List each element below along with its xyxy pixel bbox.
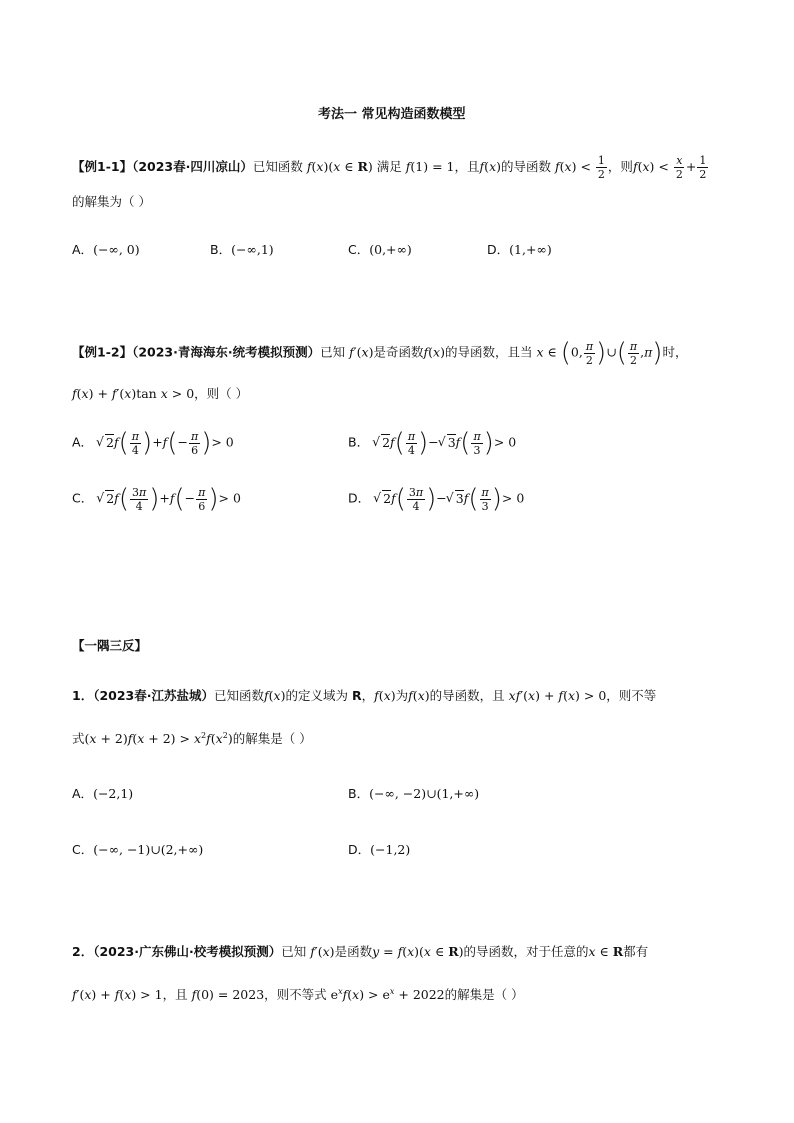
page-title: 考法一 常见构造函数模型: [318, 107, 466, 122]
option-d[interactable]: D．(1,+∞): [487, 242, 552, 257]
option-label: B．: [348, 786, 370, 801]
stem-text: 已知: [320, 344, 346, 360]
example-1-1-stem: 【例1-1】（2023春·四川凉山）已知函数 f(x)(x ∈ R) 满足 f(1) = 1，且f(x)的导函数 f(x) < $\frac{1}{2}$ ，则f(x) < $\frac{x}{2}$ + $\frac{1}{2}$: [72, 154, 707, 181]
question-source: （2023春·江苏盐城）: [93, 688, 214, 703]
question-1-stem: 1．（2023春·江苏盐城）已知函数f(x)的定义域为 R，f(x)为f(x)的导函数，且 xf′(x) + f(x) > 0，则不等: [72, 688, 657, 703]
stem-text: ，则不等: [606, 688, 657, 703]
stem-text: 都有: [623, 944, 649, 959]
stem-text: 的解集是（ ）: [444, 987, 524, 1002]
question-1-line2: 式$(x + 2)f(x + 2) > x^2f(x^2)$的解集是（ ）: [72, 730, 312, 746]
stem-text: ，则（ ）: [194, 386, 249, 401]
example-1-2-stem: 【例1-2】（2023·青海海东·统考模拟预测）已知 f′(x)是奇函数f(x)的导函数，且当 x ∈ (0, $\frac{\pi}{2}$ )∪( $\frac{\pi}{2}$ ,π)时，: [72, 338, 688, 368]
section-heading: 【一隅三反】: [72, 638, 148, 653]
stem-text: 的导函数，且当: [444, 344, 533, 360]
stem-text: 满足: [376, 159, 402, 174]
option-label: C．: [72, 842, 94, 857]
option-label: D．: [348, 490, 371, 506]
option-label: B．: [210, 242, 232, 257]
option-a[interactable]: A．(−2,1): [72, 786, 134, 801]
option-label: C．: [72, 490, 94, 506]
option-label: B．: [348, 434, 370, 450]
example-tag: 【例1-1】: [72, 159, 133, 174]
option-a[interactable]: A． √ 2f( $\frac{\pi}{4}$ )+f(− $\frac{\pi}{6}$ )> 0: [72, 430, 234, 456]
example-source: （2023春·四川凉山）: [132, 159, 253, 174]
option-b[interactable]: B． √ 2f( $\frac{\pi}{4}$ )−√ 3f( $\frac{\pi}{3}$ )> 0: [348, 430, 516, 456]
stem-text: 是函数: [334, 944, 373, 959]
stem-text: 已知: [281, 944, 307, 959]
example-source: （2023·青海海东·统考模拟预测）: [132, 344, 321, 360]
option-b[interactable]: B．(−∞,1): [210, 242, 274, 257]
option-b[interactable]: B．(−∞, −2)∪(1,+∞): [348, 786, 480, 801]
math: f: [306, 159, 312, 174]
stem-text: ，: [361, 688, 375, 703]
option-label: A．: [72, 242, 94, 257]
question-source: （2023·广东佛山·校考模拟预测）: [93, 944, 282, 959]
option-label: A．: [72, 434, 94, 450]
option-c[interactable]: C． √ 2f( $\frac{3\pi}{4}$ )+f(− $\frac{\pi}{6}$ )> 0: [72, 486, 241, 512]
option-d[interactable]: D．(−1,2): [348, 842, 411, 857]
stem-text: ，则: [607, 159, 633, 174]
stem-text: ，且: [162, 987, 188, 1002]
stem-text: 已知函数: [214, 688, 265, 703]
stem-text: 的解集是（ ）: [232, 731, 312, 746]
stem-text: ，且: [454, 159, 480, 174]
stem-text: 的定义域为: [285, 688, 349, 703]
option-c[interactable]: C．(0,+∞): [348, 242, 412, 257]
option-label: D．: [487, 242, 510, 257]
stem-text: 的导函数，且: [429, 688, 505, 703]
example-tag: 【例1-2】: [72, 344, 133, 360]
option-label: D．: [348, 842, 371, 857]
question-2-line2: f′(x) + f(x) > 1，且 f(0) = 2023，则不等式 $e^xf(x) > e^x + 2022$的解集是（ ）: [72, 986, 524, 1002]
stem-text: 是奇函数: [373, 344, 424, 360]
stem-text: 为: [395, 688, 409, 703]
option-d[interactable]: D． √ 2f( $\frac{3\pi}{4}$ )−√ 3f( $\frac{\pi}{3}$ )> 0: [348, 486, 524, 512]
stem-text: 时，: [662, 344, 688, 360]
stem-text: 的导函数，对于任意的: [463, 944, 589, 959]
option-a[interactable]: A．(−∞, 0): [72, 242, 140, 257]
stem-text: ，则不等式: [264, 987, 327, 1002]
stem-text: 的导函数: [501, 159, 552, 174]
option-label: C．: [348, 242, 370, 257]
option-label: A．: [72, 786, 94, 801]
question-number: 1．: [72, 688, 94, 703]
stem-text: 式: [72, 731, 85, 746]
question-number: 2．: [72, 944, 94, 959]
question-2-stem: 2．（2023·广东佛山·校考模拟预测）已知 f′(x)是函数y = f(x)(x ∈ R)的导函数，对于任意的x ∈ R都有: [72, 944, 649, 959]
example-1-1-line2: 的解集为（ ）: [72, 194, 151, 209]
stem-text: 已知函数: [252, 159, 303, 174]
option-c[interactable]: C．(−∞, −1)∪(2,+∞): [72, 842, 204, 857]
example-1-2-line2: f(x) + f′(x)tan x > 0，则（ ）: [72, 386, 249, 401]
stem-text: R: [352, 688, 362, 703]
